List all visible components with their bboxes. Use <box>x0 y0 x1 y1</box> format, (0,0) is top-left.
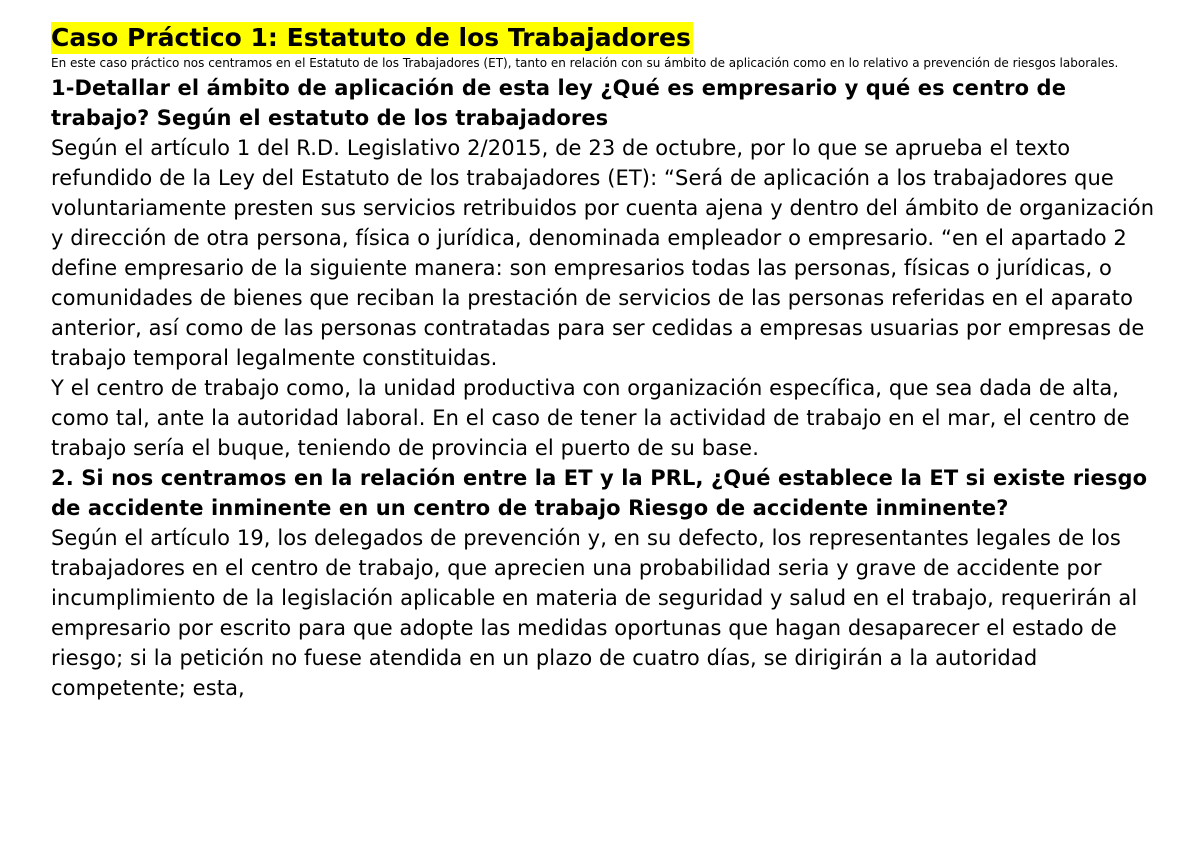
section-1-paragraph-2: Y el centro de trabajo como, la unidad productiva con organización específica, que sea dada de alta, como tal, ante la autoridad laboral. En el caso de tener la actividad de trabajo en el mar, el centro de trabajo sería el buque, teniendo de provincia el puerto de su base. <box>51 376 1130 460</box>
document-title: Caso Práctico 1: Estatuto de los Trabajadores <box>51 23 691 52</box>
document-intro: En este caso práctico nos centramos en el Estatuto de los Trabajadores (ET), tanto en relación con su ámbito de aplicación como en lo relativo a prevención de riesgos laborales. <box>51 56 1119 70</box>
section-1-paragraph-1: Según el artículo 1 del R.D. Legislativo 2/2015, de 23 de octubre, por lo que se aprueba el texto refundido de la Ley del Estatuto de los trabajadores (ET): “Será de aplicación a los trabajadores que voluntariamente presten sus servicios retribuidos por cuenta ajena y dentro del ámbito de organización y dirección de otra persona, física o jurídica, denominada empleador o empresario. “en el apartado 2 define empresario de la siguiente manera: son empresarios todas las personas, físicas o jurídicas, o comunidades de bienes que reciban la prestación de servicios de las personas referidas en el aparato anterior, así como de las personas contratadas para ser cedidas a empresas usuarias por empresas de trabajo temporal legalmente constituidas. <box>51 136 1155 370</box>
section-1-heading: 1-Detallar el ámbito de aplicación de esta ley ¿Qué es empresario y qué es centro de trabajo? Según el estatuto de los trabajadores <box>51 76 1067 130</box>
section-2-heading: 2. Si nos centramos en la relación entre la ET y la PRL, ¿Qué establece la ET si existe riesgo de accidente inminente en un centro de trabajo Riesgo de accidente inminente? <box>51 466 1148 520</box>
document-page <box>51 22 1161 703</box>
section-2-paragraph-1: Según el artículo 19, los delegados de prevención y, en su defecto, los representantes legales de los trabajadores en el centro de trabajo, que aprecien una probabilidad seria y grave de accidente por incumplimiento de la legislación aplicable en materia de seguridad y salud en el trabajo, requerirán al empresario por escrito para que adopte las medidas oportunas que hagan desaparecer el estado de riesgo; si la petición no fuese atendida en un plazo de cuatro días, se dirigirán a la autoridad competente; esta, <box>51 526 1138 700</box>
